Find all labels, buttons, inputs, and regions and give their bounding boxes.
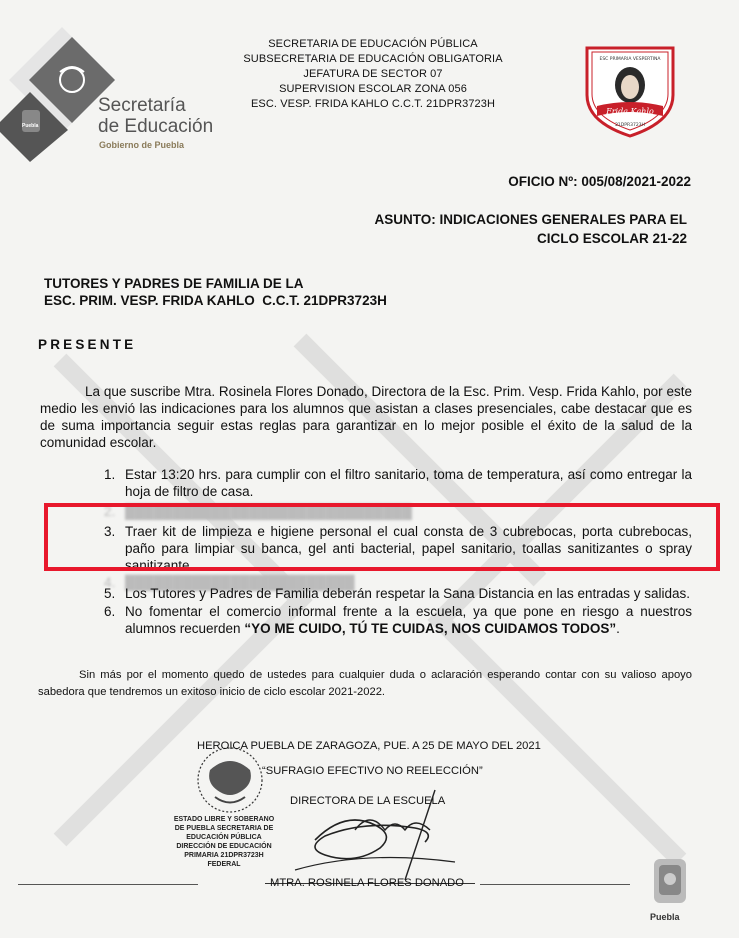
gov-title-line-1: Secretaría (98, 95, 186, 116)
divider-line (18, 884, 198, 885)
list-item-obscured (96, 574, 692, 590)
list-text: Traer kit de limpieza e higiene personal el cual consta de 3 cubrebocas, porta cubrebocas, paño para limpiar su banca, gel anti bacterial, papel sanitario, toallas sanitizantes o spray sanitizante. (125, 524, 692, 573)
place-date: HEROICA PUEBLA DE ZARAGOZA, PUE. A 25 DE MAYO DEL 2021 (197, 740, 541, 752)
list-number: 4. (104, 575, 116, 590)
handwritten-signature (285, 770, 485, 890)
highlight-box (44, 503, 720, 571)
puebla-logo-text: Puebla (650, 912, 680, 922)
motto: “SUFRAGIO EFECTIVO NO REELECCIÓN” (262, 765, 483, 777)
closing-paragraph: Sin más por el momento quedo de ustedes para cualquier duda o aclaración esperando contar con su valioso apoyo sabedora que tendremos un exitoso inicio de ciclo escolar 2021-2022. (38, 669, 692, 698)
asunto-line-2: CICLO ESCOLAR 21-22 (536, 231, 687, 246)
list-number: 3. (104, 524, 116, 539)
list-text: Estar 13:20 hrs. para cumplir con el filtro sanitario, toma de temperatura, así como entregar la hoja de filtro de casa. (125, 467, 692, 499)
frida-kahlo-school-logo (575, 40, 685, 140)
list-number: 2. (104, 504, 116, 519)
asunto-line-1: ASUNTO: INDICACIONES GENERALES PARA EL (374, 212, 687, 227)
letterhead-line: JEFATURA DE SECTOR 07 (303, 68, 443, 80)
letterhead-line: SUBSECRETARIA DE EDUCACIÓN OBLIGATORIA (243, 53, 503, 65)
letterhead (228, 37, 518, 112)
list-number: 1. (104, 467, 116, 482)
letterhead-line: SUPERVISION ESCOLAR ZONA 056 (279, 83, 467, 95)
letterhead-line: SECRETARIA DE EDUCACIÓN PÚBLICA (268, 38, 478, 50)
school-logo-top: ESC PRIMARIA VESPERTINA (599, 57, 661, 62)
oficio-number: OFICIO Nº: 005/08/2021-2022 (508, 174, 691, 189)
list-text: No fomentar el comercio informal frente a la escuela, ya que pone en riesgo a nuestros alumnos recuerden (125, 604, 692, 636)
school-logo-name: Frida Kahlo (606, 107, 654, 116)
gov-logo-title (98, 95, 213, 137)
list-item (96, 466, 692, 500)
list-text-obscured: ████████████████████████ (125, 575, 355, 590)
list-text-end: . (616, 621, 620, 636)
seal-text: ESTADO LIBRE Y SOBERANO DE PUEBLA SECRETARIA DE EDUCACIÓN PÚBLICA DIRECCIÓN DE EDUCACIÓN PRIMARIA 21DPR3723H FEDERAL (173, 816, 275, 868)
gov-logo-small-text: Puebla (22, 123, 39, 129)
list-text: Los Tutores y Padres de Familia deberán respetar la Sana Distancia en las entradas y salidas. (125, 586, 691, 601)
signer-role: DIRECTORA DE LA ESCUELA (290, 795, 446, 807)
signer-name: MTRA. ROSINELA FLORES DONADO (270, 877, 464, 889)
school-logo-bottom: 21DPR3723H (615, 123, 645, 128)
list-number: 5. (104, 586, 116, 601)
gov-logo-subtitle: Gobierno de Puebla (99, 140, 185, 150)
list-text-obscured: ██████████████████████████████ (125, 504, 412, 519)
motto-bold: “YO ME CUIDO, TÚ TE CUIDAS, NOS CUIDAMOS TODOS” (244, 621, 617, 636)
divider-line (480, 884, 630, 885)
salutation: PRESENTE (38, 337, 137, 352)
recipients-line-2: ESC. PRIM. VESP. FRIDA KAHLO C.C.T. 21DPR3723H (44, 293, 387, 308)
list-number: 6. (104, 604, 116, 619)
recipients (44, 275, 387, 309)
letterhead-line: ESC. VESP. FRIDA KAHLO C.C.T. 21DPR3723H (250, 98, 496, 110)
gov-title-line-2: de Educación (98, 116, 214, 137)
list-item (96, 603, 692, 637)
recipients-line-1: TUTORES Y PADRES DE FAMILIA DE LA (44, 276, 304, 291)
intro-paragraph: La que suscribe Mtra. Rosinela Flores Donado, Directora de la Esc. Prim. Vesp. Frida Kahlo, por este medio les envió las indicaciones para los alumnos que asistan a clases presenciales, cabe destacar que es de suma importancia seguir estas reglas para garantizar en lo mejor posible el éxito de la salud de la comunidad escolar. (40, 384, 692, 450)
list-item (96, 585, 692, 602)
asunto (374, 210, 687, 248)
